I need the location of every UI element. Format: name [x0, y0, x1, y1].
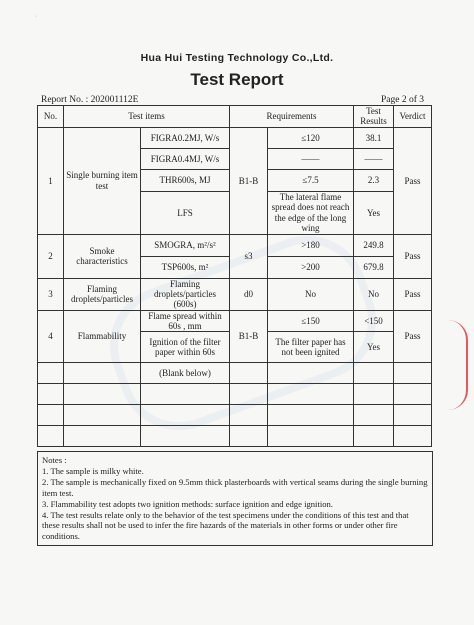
empty-cell [64, 426, 141, 447]
empty-cell [64, 363, 141, 384]
empty-cell [394, 384, 432, 405]
page-indicator: Page 2 of 3 [380, 95, 424, 105]
header-test-results [354, 106, 394, 128]
company-name: Hua Hui Testing Technology Co.,Ltd. [140, 52, 334, 64]
header-no: No. [38, 106, 64, 128]
empty-cell [394, 405, 432, 426]
empty-cell [354, 405, 394, 426]
empty-cell [268, 426, 354, 447]
header-results-line2: Results [360, 116, 387, 127]
empty-cell [141, 426, 230, 447]
empty-cell [230, 363, 268, 384]
group-verdict: Pass [394, 278, 432, 310]
empty-cell [230, 384, 268, 405]
result-flaming-droplets: No [354, 278, 394, 310]
table-row [38, 363, 432, 384]
group-class: s3 [230, 234, 268, 278]
group-name: Smoke characteristics [64, 234, 141, 278]
result-figra02: 38.1 [354, 127, 394, 148]
group-class: B1-B [230, 127, 268, 234]
item-lfs: LFS [141, 191, 230, 234]
group-name: Flammability [64, 310, 141, 363]
note-item: 3. Flammability test adopts two ignition methods: surface ignition and edge ignition. [42, 498, 333, 509]
scan-mark: · [35, 14, 37, 20]
empty-cell [230, 426, 268, 447]
group-class: B1-B [230, 310, 268, 363]
table-row [38, 384, 432, 405]
table-row [38, 278, 432, 310]
req-ignition: The filter paper has not been ignited [268, 332, 354, 363]
empty-cell [38, 405, 64, 426]
result-figra04: —— [354, 148, 394, 169]
header-test-items: Test items [64, 106, 230, 128]
group-number: 2 [38, 234, 64, 278]
empty-cell [394, 426, 432, 447]
table-row [38, 310, 432, 332]
empty-cell [268, 405, 354, 426]
note-item: 2. The sample is mechanically fixed on 9.5mm thick plasterboards with vertical seams during the single burning item test. [42, 476, 428, 498]
empty-cell [141, 384, 230, 405]
empty-cell [141, 405, 230, 426]
note-item: 1. The sample is milky white. [42, 465, 144, 476]
empty-cell [38, 426, 64, 447]
result-ignition: Yes [354, 332, 394, 363]
blank-below-label: (Blank below) [141, 363, 230, 384]
item-figra02: FIGRA0.2MJ, W/s [141, 127, 230, 148]
empty-cell [38, 384, 64, 405]
item-figra04: FIGRA0.4MJ, W/s [141, 148, 230, 169]
group-verdict: Pass [394, 310, 432, 363]
item-flame-spread: Flame spread within 60s , mm [141, 310, 230, 332]
report-title: Test Report [190, 70, 284, 89]
req-lfs: The lateral flame spread does not reach the edge of the long wing [268, 191, 354, 234]
item-tsp: TSP600s, m² [141, 256, 230, 278]
table-row [38, 127, 432, 148]
req-smogra: >180 [268, 234, 354, 256]
table-header-row [38, 106, 432, 128]
report-number: Report No. : 202001112E [41, 95, 139, 105]
item-thr: THR600s, MJ [141, 169, 230, 191]
group-verdict: Pass [394, 127, 432, 234]
red-seal-stamp [446, 320, 468, 410]
header-verdict: Verdict [394, 106, 432, 128]
req-figra04: —— [268, 148, 354, 169]
table-row [38, 405, 432, 426]
notes-heading: Notes : [42, 455, 67, 465]
note-item: 4. The test results relate only to the behavior of the test specimens under the conditions of this test and that these results shall not be used to infer the fire hazards of the materials in other forms or under other fire conditions. [42, 509, 409, 542]
empty-cell [38, 363, 64, 384]
group-number: 4 [38, 310, 64, 363]
notes-box [37, 451, 433, 546]
item-smogra: SMOGRA, m²/s² [141, 234, 230, 256]
group-number: 1 [38, 127, 64, 234]
empty-cell [64, 384, 141, 405]
req-thr: ≤7.5 [268, 169, 354, 191]
header-requirements: Requirements [230, 106, 354, 128]
item-ignition: Ignition of the filter paper within 60s [141, 332, 230, 363]
empty-cell [268, 384, 354, 405]
table-row [38, 426, 432, 447]
group-name: Flaming droplets/particles [64, 278, 141, 310]
req-tsp: >200 [268, 256, 354, 278]
empty-cell [354, 426, 394, 447]
group-class: d0 [230, 278, 268, 310]
group-name: Single burning item test [64, 127, 141, 234]
empty-cell [354, 363, 394, 384]
empty-cell [394, 363, 432, 384]
test-results-table [37, 105, 432, 447]
group-verdict: Pass [394, 234, 432, 278]
result-thr: 2.3 [354, 169, 394, 191]
table-row [38, 234, 432, 256]
empty-cell [64, 405, 141, 426]
empty-cell [230, 405, 268, 426]
result-flame-spread: <150 [354, 310, 394, 332]
item-flaming-droplets: Flaming droplets/particles (600s) [141, 278, 230, 310]
req-flaming-droplets: No [268, 278, 354, 310]
req-figra02: ≤120 [268, 127, 354, 148]
header-results-line1: Test [366, 106, 381, 116]
result-tsp: 679.8 [354, 256, 394, 278]
group-number: 3 [38, 278, 64, 310]
empty-cell [354, 384, 394, 405]
empty-cell [268, 363, 354, 384]
result-lfs: Yes [354, 191, 394, 234]
result-smogra: 249.8 [354, 234, 394, 256]
req-flame-spread: ≤150 [268, 310, 354, 332]
